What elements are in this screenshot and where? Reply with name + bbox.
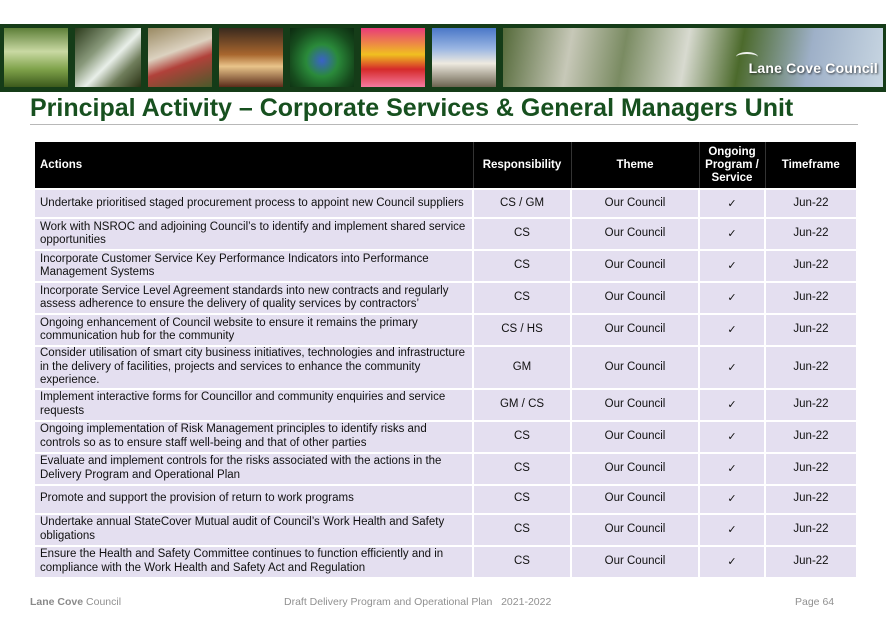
header-theme: Theme xyxy=(571,142,699,189)
theme-cell: Our Council xyxy=(571,453,699,485)
page-title: Principal Activity – Corporate Services & General Managers Unit xyxy=(30,94,794,122)
table-row xyxy=(35,218,856,250)
theme-cell: Our Council xyxy=(571,485,699,514)
responsibility-cell: CS xyxy=(473,453,571,485)
ongoing-check-icon: ✓ xyxy=(699,453,765,485)
timeframe-cell: Jun-22 xyxy=(765,282,856,314)
header-banner xyxy=(0,24,886,92)
theme-cell: Our Council xyxy=(571,421,699,453)
waterfall-photo xyxy=(75,28,141,87)
table-row xyxy=(35,389,856,421)
action-cell: Incorporate Customer Service Key Performance Indicators into Performance Management Systems xyxy=(35,250,473,282)
theme-cell: Our Council xyxy=(571,189,699,218)
timeframe-cell: Jun-22 xyxy=(765,453,856,485)
responsibility-cell: CS xyxy=(473,282,571,314)
timeframe-cell: Jun-22 xyxy=(765,421,856,453)
table-row xyxy=(35,514,856,546)
dancer-photo xyxy=(361,28,425,87)
table-row xyxy=(35,546,856,577)
theme-cell: Our Council xyxy=(571,218,699,250)
table-row xyxy=(35,346,856,389)
golf-course-photo xyxy=(4,28,68,87)
ongoing-check-icon: ✓ xyxy=(699,485,765,514)
action-cell: Undertake annual StateCover Mutual audit of Council’s Work Health and Safety obligations xyxy=(35,514,473,546)
timeframe-cell: Jun-22 xyxy=(765,346,856,389)
theme-cell: Our Council xyxy=(571,282,699,314)
actions-table xyxy=(35,142,856,577)
ongoing-check-icon: ✓ xyxy=(699,346,765,389)
ongoing-check-icon: ✓ xyxy=(699,218,765,250)
action-cell: Implement interactive forms for Councillor and community enquiries and service requests xyxy=(35,389,473,421)
ongoing-check-icon: ✓ xyxy=(699,514,765,546)
responsibility-cell: CS xyxy=(473,514,571,546)
header-responsibility: Responsibility xyxy=(473,142,571,189)
responsibility-cell: CS xyxy=(473,485,571,514)
action-cell: Incorporate Service Level Agreement standards into new contracts and regularly assess adherence to ensure the delivery of quality services by contractors’ xyxy=(35,282,473,314)
ongoing-check-icon: ✓ xyxy=(699,314,765,346)
responsibility-cell: CS / GM xyxy=(473,189,571,218)
ongoing-check-icon: ✓ xyxy=(699,189,765,218)
table-row xyxy=(35,485,856,514)
timeframe-cell: Jun-22 xyxy=(765,250,856,282)
title-divider xyxy=(30,124,858,125)
ongoing-check-icon: ✓ xyxy=(699,282,765,314)
action-cell: Ensure the Health and Safety Committee continues to function efficiently and in compliance with the Work Health and Safety Act and Regulation xyxy=(35,546,473,577)
table-row xyxy=(35,314,856,346)
table-row xyxy=(35,189,856,218)
table-row xyxy=(35,250,856,282)
ongoing-check-icon: ✓ xyxy=(699,421,765,453)
table-header-row xyxy=(35,142,856,189)
responsibility-cell: GM xyxy=(473,346,571,389)
lorikeet-photo xyxy=(290,28,354,87)
footer-document-title: Draft Delivery Program and Operational Plan 2021-2022 xyxy=(284,596,552,608)
footer-org-bold: Lane Cove xyxy=(30,596,84,608)
theme-cell: Our Council xyxy=(571,346,699,389)
building-photo xyxy=(432,28,496,87)
timeframe-cell: Jun-22 xyxy=(765,314,856,346)
responsibility-cell: CS / HS xyxy=(473,314,571,346)
council-logo: Lane Cove Council xyxy=(748,60,878,76)
timeframe-cell: Jun-22 xyxy=(765,485,856,514)
theme-cell: Our Council xyxy=(571,546,699,577)
footer-org-rest: Council xyxy=(86,596,122,608)
action-cell: Evaluate and implement controls for the risks associated with the actions in the Delivery Program and Operational Plan xyxy=(35,453,473,485)
riverside-park-photo xyxy=(503,28,883,87)
timeframe-cell: Jun-22 xyxy=(765,389,856,421)
action-cell: Ongoing implementation of Risk Management principles to identify risks and controls so as to ensure staff well-being and that of other parties xyxy=(35,421,473,453)
theme-cell: Our Council xyxy=(571,250,699,282)
timeframe-cell: Jun-22 xyxy=(765,218,856,250)
responsibility-cell: CS xyxy=(473,218,571,250)
responsibility-cell: CS xyxy=(473,546,571,577)
theme-cell: Our Council xyxy=(571,389,699,421)
theme-cell: Our Council xyxy=(571,514,699,546)
action-cell: Undertake prioritised staged procurement process to appoint new Council suppliers xyxy=(35,189,473,218)
timeframe-cell: Jun-22 xyxy=(765,189,856,218)
timeframe-cell: Jun-22 xyxy=(765,546,856,577)
header-ongoing: Ongoing Program / Service xyxy=(699,142,765,189)
table-row xyxy=(35,282,856,314)
action-cell: Ongoing enhancement of Council website to ensure it remains the primary communication hub for the community xyxy=(35,314,473,346)
timeframe-cell: Jun-22 xyxy=(765,514,856,546)
header-timeframe: Timeframe xyxy=(765,142,856,189)
footer-org xyxy=(30,596,121,608)
responsibility-cell: CS xyxy=(473,250,571,282)
responsibility-cell: CS xyxy=(473,421,571,453)
table-row xyxy=(35,453,856,485)
ongoing-check-icon: ✓ xyxy=(699,250,765,282)
page-number: Page 64 xyxy=(795,596,835,608)
street-festival-photo xyxy=(148,28,212,87)
table-row xyxy=(35,421,856,453)
action-cell: Work with NSROC and adjoining Council’s to identify and implement shared service opportunities xyxy=(35,218,473,250)
ongoing-check-icon: ✓ xyxy=(699,389,765,421)
action-cell: Consider utilisation of smart city business initiatives, technologies and infrastructure in the delivery of facilities, projects and services to enhance the community experience. xyxy=(35,346,473,389)
theme-cell: Our Council xyxy=(571,314,699,346)
market-night-photo xyxy=(219,28,283,87)
ongoing-check-icon: ✓ xyxy=(699,546,765,577)
responsibility-cell: GM / CS xyxy=(473,389,571,421)
action-cell: Promote and support the provision of return to work programs xyxy=(35,485,473,514)
header-actions: Actions xyxy=(35,142,473,189)
